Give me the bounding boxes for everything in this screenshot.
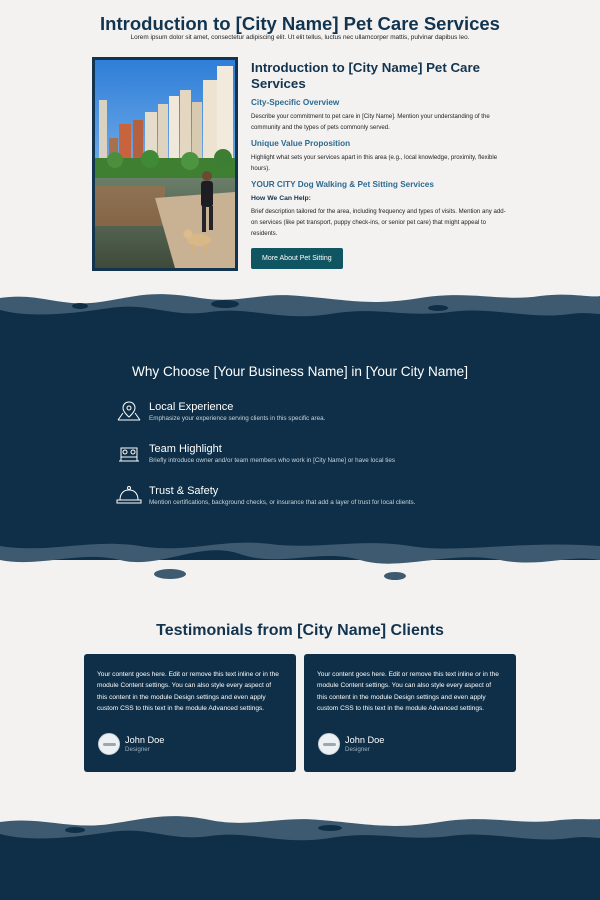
why-choose-section: [0, 330, 600, 560]
feature-desc: Mention certifications, background checks, or insurance that add a layer of trust for local clients.: [149, 499, 416, 506]
feature-title: Trust & Safety: [149, 485, 219, 497]
help-text: Brief description tailored for the area, including frequency and types of visits. Mention any add-on services (like pet transport, puppy check-ins, or senior pet care) that might appeal to residents.: [251, 208, 506, 237]
feature-title: Team Highlight: [149, 443, 222, 455]
page-title: Introduction to [City Name] Pet Care Services: [100, 13, 500, 34]
help-heading: How We Can Help:: [251, 195, 311, 203]
value-text: Highlight what sets your services apart in this area (e.g., local knowledge, proximity, flexible hours).: [251, 154, 498, 172]
footer-section: [0, 850, 600, 900]
avatar: [98, 733, 120, 755]
overview-text: Describe your commitment to pet care in [City Name]. Mention your understanding of the community and the types of pets commonly served.: [251, 113, 490, 131]
testimonial-card: [304, 654, 516, 772]
avatar: [318, 733, 340, 755]
testimonial-card: [84, 654, 296, 772]
feature-title: Local Experience: [149, 401, 234, 413]
intro-content: [251, 60, 511, 269]
team-icon: [116, 442, 142, 464]
testimonials-title: Testimonials from [City Name] Clients: [156, 622, 444, 639]
author-role: Designer: [125, 746, 150, 753]
testimonial-text: Your content goes here. Edit or remove this text inline or in the module Content settings. You can also style every aspect of this content in the module Design settings and even apply custom CSS to this text in the module Advanced settings.: [317, 671, 499, 713]
map-pin-icon: [116, 400, 142, 422]
feature-desc: Briefly introduce owner and/or team members who work in [City Name] or have local ties: [149, 457, 396, 464]
author-name: John Doe: [125, 735, 165, 745]
testimonial-author: [98, 733, 164, 755]
author-name: John Doe: [345, 735, 385, 745]
more-about-pet-sitting-button[interactable]: More About Pet Sitting: [251, 248, 343, 269]
bell-icon: [116, 484, 142, 506]
hero-section: [0, 0, 600, 300]
testimonial-text: Your content goes here. Edit or remove this text inline or in the module Content settings. You can also style every aspect of this content in the module Design settings and even apply custom CSS to this text in the module Advanced settings.: [97, 671, 279, 713]
testimonial-author: [318, 733, 384, 755]
dog-walker-photo: [92, 57, 238, 271]
value-heading: Unique Value Proposition: [251, 139, 351, 149]
services-heading: YOUR CITY Dog Walking & Pet Sitting Services: [251, 180, 434, 190]
overview-heading: City-Specific Overview: [251, 98, 340, 107]
author-role: Designer: [345, 746, 370, 753]
intro-heading: Introduction to [City Name] Pet Care Services: [251, 60, 481, 91]
feature-desc: Emphasize your experience serving clients in this specific area.: [149, 415, 326, 422]
middle-wave-divider: [0, 530, 600, 586]
page-subtitle: Lorem ipsum dolor sit amet, consectetur adipiscing elit. Ut elit tellus, luctus nec ullamcorper mattis, pulvinar dapibus leo.: [130, 34, 470, 41]
why-choose-title: Why Choose [Your Business Name] in [Your City Name]: [132, 364, 468, 379]
bottom-wave-divider: [0, 810, 600, 852]
top-wave-divider: [0, 288, 600, 336]
